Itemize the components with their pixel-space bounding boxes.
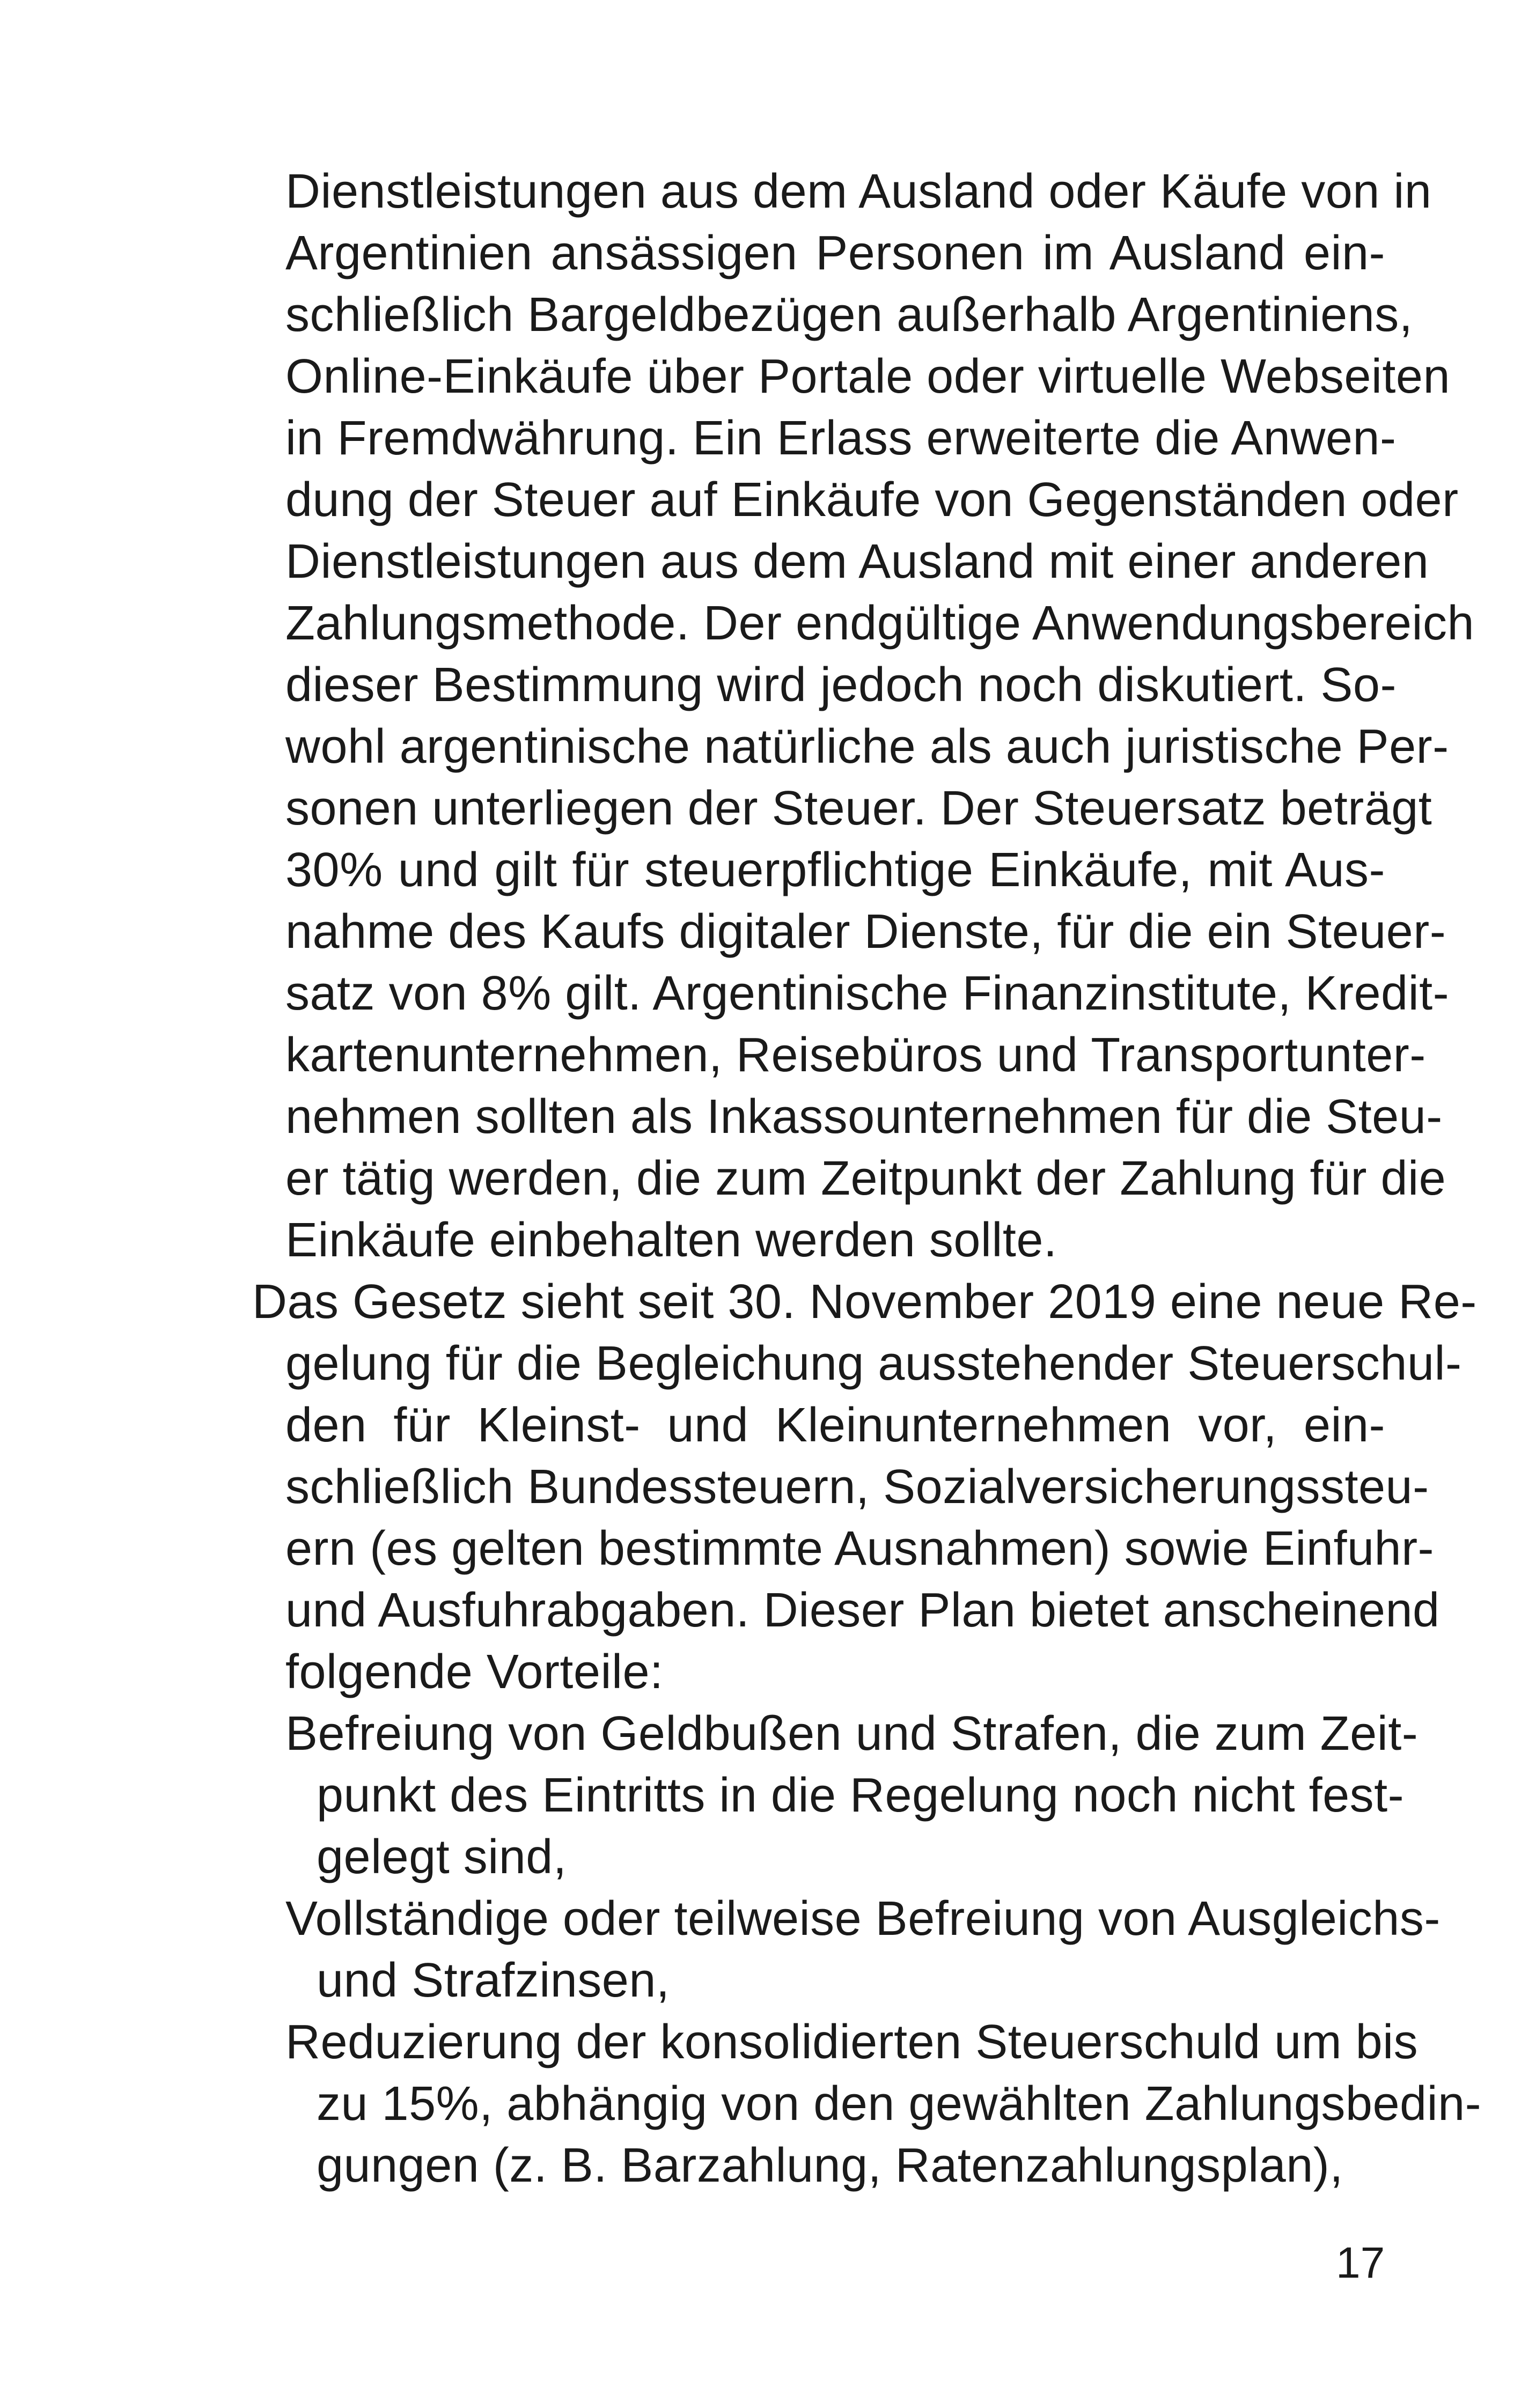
text-line: nehmen sollten als Inkassounternehmen für die Steu- (285, 1090, 1443, 1144)
text-line: nahme des Kaufs digitaler Dienste, für die ein Steuer- (285, 905, 1446, 959)
text-line: gungen (z. B. Barzahlung, Ratenzahlungsplan), (317, 2139, 1343, 2192)
text-line: zu 15%, abhängig von den gewählten Zahlungsbedin- (317, 2077, 1482, 2131)
text-line: Vollständige oder teilweise Befreiung von Ausgleichs- (285, 1892, 1441, 1946)
text-line: schließlich Bargeldbezügen außerhalb Argentiniens, (285, 288, 1413, 342)
text-line: Reduzierung der konsolidierten Steuerschuld um bis (285, 2015, 1419, 2069)
text-line: dieser Bestimmung wird jedoch noch diskutiert. So- (285, 658, 1397, 712)
text-line: Online-Einkäufe über Portale oder virtuelle Webseiten (285, 350, 1451, 403)
text-line: gelegt sind, (317, 1830, 567, 1884)
text-line: Das Gesetz sieht seit 30. November 2019 eine neue Re- (252, 1275, 1477, 1329)
text-line: und Strafzinsen, (317, 1954, 670, 2007)
text-line: wohl argentinische natürliche als auch juristische Per- (285, 720, 1449, 774)
text-line: folgende Vorteile: (285, 1645, 664, 1699)
text-line: sonen unterliegen der Steuer. Der Steuersatz beträgt (285, 782, 1432, 835)
text-line: Argentinien ansässigen Personen im Ausland ein- (285, 226, 1385, 280)
text-line: Dienstleistungen aus dem Ausland mit einer anderen (285, 535, 1429, 588)
text-line: er tätig werden, die zum Zeitpunkt der Zahlung für die (285, 1152, 1446, 1205)
text-line: schließlich Bundessteuern, Sozialversicherungssteu- (285, 1460, 1429, 1514)
text-line: 30% und gilt für steuerpflichtige Einkäufe, mit Aus- (285, 843, 1385, 897)
text-line: und Ausfuhrabgaben. Dieser Plan bietet anscheinend (285, 1584, 1440, 1637)
text-line: Zahlungsmethode. Der endgültige Anwendungsbereich (285, 597, 1475, 650)
text-line: Einkäufe einbehalten werden sollte. (285, 1213, 1057, 1267)
text-line: Befreiung von Geldbußen und Strafen, die zum Zeit- (285, 1707, 1419, 1761)
text-line: ern (es gelten bestimmte Ausnahmen) sowie Einfuhr- (285, 1522, 1435, 1575)
text-line: den für Kleinst- und Kleinunternehmen vor, ein- (285, 1398, 1385, 1452)
text-line: in Fremdwährung. Ein Erlass erweiterte die Anwen- (285, 411, 1397, 465)
text-line: dung der Steuer auf Einkäufe von Gegenständen oder (285, 473, 1459, 527)
text-line: kartenunternehmen, Reisebüros und Transportunter- (285, 1028, 1426, 1082)
text-line: gelung für die Begleichung ausstehender Steuerschul- (285, 1337, 1462, 1390)
page-number: 17 (1336, 2238, 1385, 2287)
text-line: Dienstleistungen aus dem Ausland oder Käufe von in (285, 165, 1432, 218)
text-line: satz von 8% gilt. Argentinische Finanzinstitute, Kredit- (285, 967, 1450, 1020)
text-line: punkt des Eintritts in die Regelung noch nicht fest- (317, 1769, 1405, 1822)
